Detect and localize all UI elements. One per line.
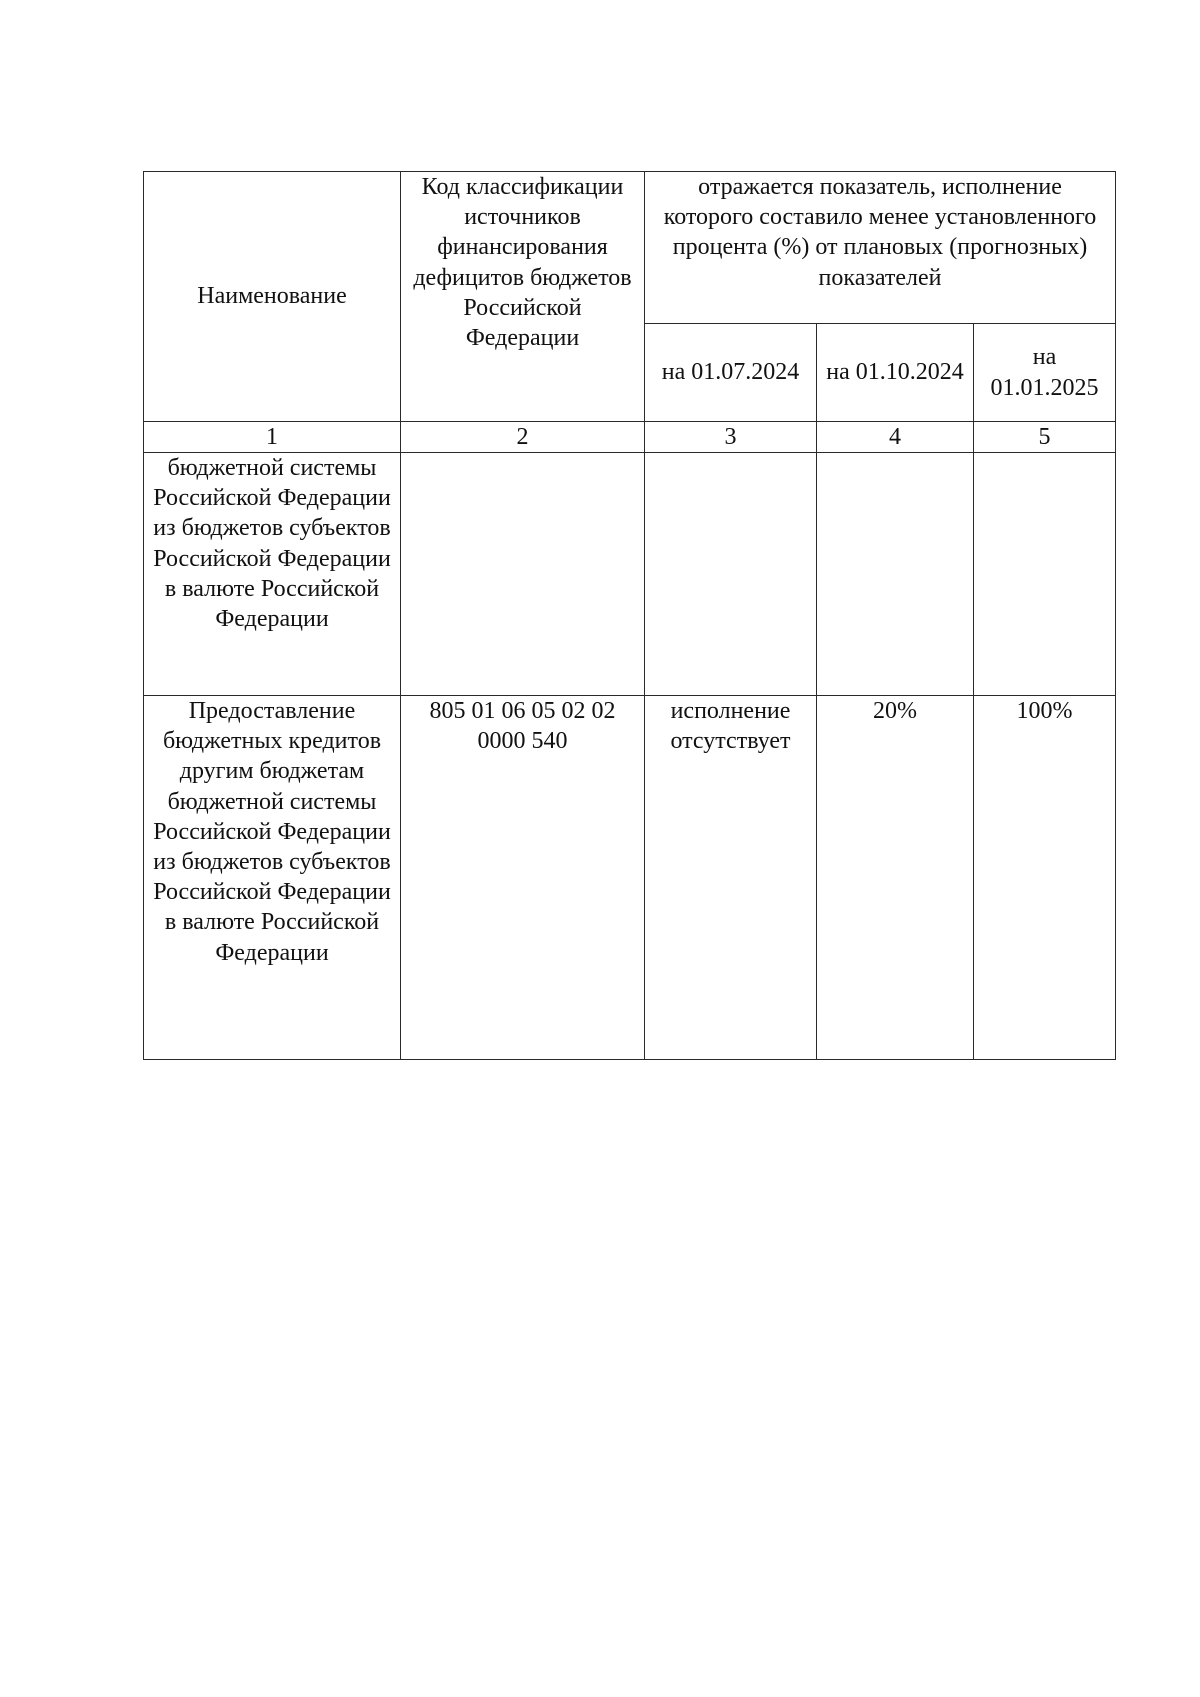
header-name-cell [144,172,401,422]
header-name: Наименование [197,283,347,310]
header-date-2: на 01.10.2024 [826,359,964,386]
table-row [144,453,1116,696]
header-date-2-cell [817,324,974,422]
row-1-col5 [974,453,1116,696]
row-1-col3 [645,453,817,696]
row-2-col4: 20% [817,696,974,1060]
header-row [144,172,1116,324]
header-date-3: на 01.01.2025 [990,344,1099,401]
header-date-1: на 01.07.2024 [661,359,800,386]
header-date-3-cell [974,324,1116,422]
column-number-1: 1 [144,422,401,453]
header-date-1-cell [645,324,817,422]
row-2-col3: исполнение отсутствует [645,696,817,1060]
header-group: отражается показатель, исполнение которого составило менее установленного процента (%) от плановых (прогнозных) показателей [663,174,1097,291]
row-2-code: 805 01 06 05 02 02 0000 540 [401,696,645,1060]
column-number-4: 4 [817,422,974,453]
budget-indicators-table [143,171,1116,1060]
header-code: Код классификации источников финансирования дефицитов бюджетов Российской Федерации [413,174,632,352]
header-group-cell [645,172,1116,324]
column-number-row [144,422,1116,453]
column-number-3: 3 [645,422,817,453]
row-2-name: Предоставление бюджетных кредитов другим бюджетам бюджетной системы Российской Федерации из бюджетов субъектов Российской Федерации в валюте Российской Федерации [144,696,401,1060]
row-1-name: бюджетной системы Российской Федерации из бюджетов субъектов Российской Федерации в валюте Российской Федерации [144,453,401,696]
header-code-cell [401,172,645,422]
table-row [144,696,1116,1060]
column-number-2: 2 [401,422,645,453]
column-number-5: 5 [974,422,1116,453]
row-1-code [401,453,645,696]
row-2-col5: 100% [974,696,1116,1060]
row-1-col4 [817,453,974,696]
